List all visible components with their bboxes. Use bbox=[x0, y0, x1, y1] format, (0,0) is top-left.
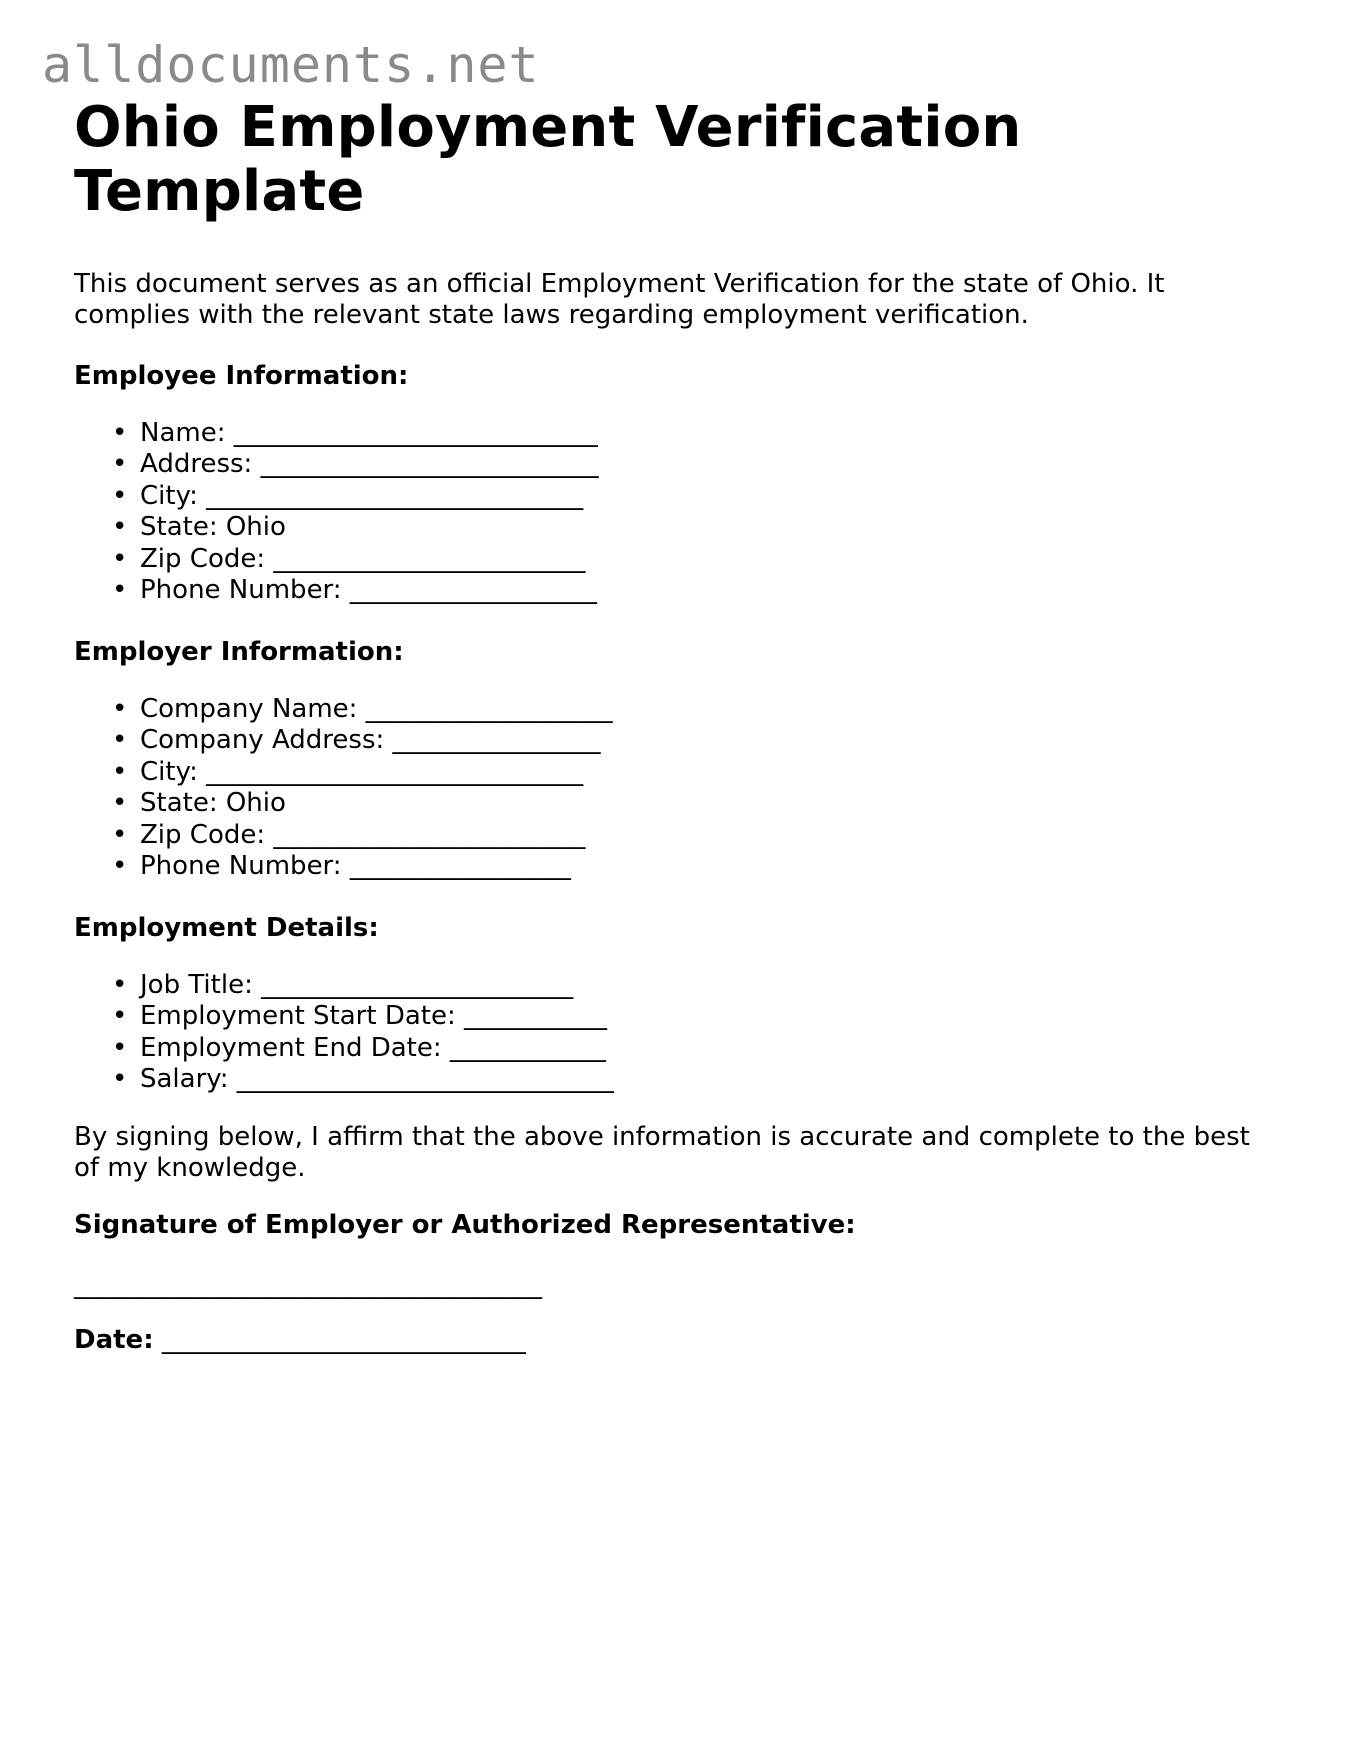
date-row bbox=[74, 1325, 1294, 1356]
start-date-item: • Employment Start Date: ___________ bbox=[140, 1001, 1294, 1033]
employee-info-list bbox=[74, 418, 1294, 607]
employee-city-item: • City: _____________________________ bbox=[140, 481, 1294, 513]
employee-name-item: • Name: ____________________________ bbox=[140, 418, 1294, 450]
company-address-item: • Company Address: ________________ bbox=[140, 725, 1294, 757]
employer-zip-item: • Zip Code: ________________________ bbox=[140, 820, 1294, 852]
company-name-item: • Company Name: ___________________ bbox=[140, 694, 1294, 726]
date-line: ____________________________ bbox=[161, 1324, 526, 1355]
page-title: Ohio Employment Verification Template bbox=[74, 95, 1022, 225]
employee-zip-item: • Zip Code: ________________________ bbox=[140, 544, 1294, 576]
employer-section-heading: Employer Information: bbox=[74, 636, 404, 667]
salary-item: • Salary: _____________________________ bbox=[140, 1064, 1294, 1096]
watermark: alldocuments.net bbox=[42, 36, 540, 94]
affirmation-paragraph: By signing below, I affirm that the above information is accurate and complete to the best of my knowledge. bbox=[74, 1121, 1250, 1183]
signature-label: Signature of Employer or Authorized Representative: bbox=[74, 1209, 856, 1240]
intro-paragraph: This document serves as an official Employment Verification for the state of Ohio. It complies with the relevant state laws regarding employment verification. bbox=[74, 268, 1165, 330]
employer-info-list bbox=[74, 694, 1294, 883]
employer-state-item: • State: Ohio bbox=[140, 788, 1294, 820]
date-label: Date: bbox=[74, 1324, 154, 1355]
job-title-item: • Job Title: ________________________ bbox=[140, 970, 1294, 1002]
employment-details-list bbox=[74, 970, 1294, 1096]
signature-line: ____________________________________ bbox=[74, 1269, 542, 1300]
employer-phone-item: • Phone Number: _________________ bbox=[140, 851, 1294, 883]
employee-section-heading: Employee Information: bbox=[74, 360, 409, 391]
employee-address-item: • Address: __________________________ bbox=[140, 449, 1294, 481]
document-page bbox=[74, 96, 1294, 1356]
employer-city-item: • City: _____________________________ bbox=[140, 757, 1294, 789]
end-date-item: • Employment End Date: ____________ bbox=[140, 1033, 1294, 1065]
employee-state-item: • State: Ohio bbox=[140, 512, 1294, 544]
employment-section-heading: Employment Details: bbox=[74, 912, 379, 943]
employee-phone-item: • Phone Number: ___________________ bbox=[140, 575, 1294, 607]
